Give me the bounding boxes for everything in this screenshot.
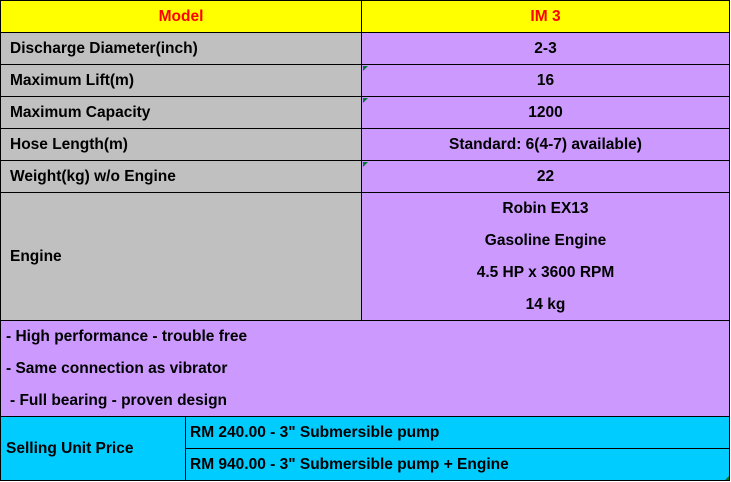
spec-label-weight: Weight(kg) w/o Engine [0,161,362,193]
spec-value-discharge-diameter: 2-3 [362,33,730,65]
features-block [0,321,730,417]
price-label: Selling Unit Price [0,417,186,481]
comment-marker [363,162,368,167]
price-option-pump-engine: RM 940.00 - 3" Submersible pump + Engine [186,449,730,481]
spec-value-maximum-capacity: 1200 [362,97,730,129]
engine-type: Gasoline Engine [484,231,607,249]
engine-power: 4.5 HP x 3600 RPM [476,263,615,281]
model-header-label: Model [0,0,362,33]
comment-marker [725,476,729,480]
spec-label-discharge-diameter: Discharge Diameter(inch) [0,33,362,65]
spec-value-maximum-lift: 16 [362,65,730,97]
engine-details [362,193,730,321]
engine-weight: 14 kg [525,295,566,313]
feature-item: - High performance - trouble free [6,328,248,345]
engine-label: Engine [0,193,362,321]
feature-item: - Full bearing - proven design [10,392,228,409]
spec-label-maximum-capacity: Maximum Capacity [0,97,362,129]
comment-marker [363,66,368,71]
spec-value-hose-length: Standard: 6(4-7) available) [362,129,730,161]
model-header-value: IM 3 [362,0,730,33]
feature-item: - Same connection as vibrator [6,360,228,377]
spec-label-maximum-lift: Maximum Lift(m) [0,65,362,97]
comment-marker [363,98,368,103]
price-option-pump: RM 240.00 - 3" Submersible pump [186,417,730,449]
engine-model: Robin EX13 [502,199,589,217]
spec-value-weight: 22 [362,161,730,193]
spec-label-hose-length: Hose Length(m) [0,129,362,161]
